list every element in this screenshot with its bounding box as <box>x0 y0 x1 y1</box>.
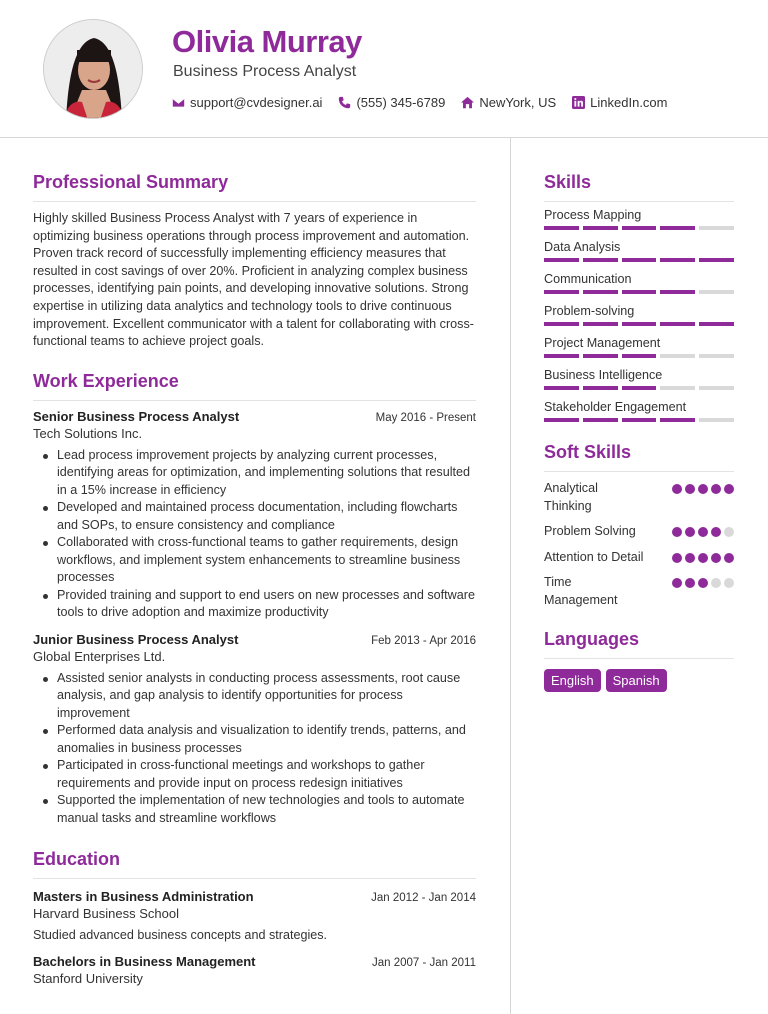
skill-level-segment <box>583 386 618 390</box>
soft-skill-rating <box>672 578 734 588</box>
skill-level-bar <box>544 290 734 294</box>
rating-dot <box>685 527 695 537</box>
skill-level-bar <box>544 322 734 326</box>
soft-skill-name: Time Management <box>544 575 618 607</box>
skill-item <box>544 304 734 326</box>
rating-dot <box>711 578 721 588</box>
skill-item <box>544 400 734 422</box>
skill-level-segment <box>660 258 695 262</box>
job-entry <box>33 632 476 828</box>
education-entry <box>33 954 476 986</box>
column-divider <box>510 138 511 1014</box>
skill-level-segment <box>699 354 734 358</box>
bullet-item: Collaborated with cross-functional teams to gather requirements, design workflows, and implement system enhancements to streamline business processes <box>57 534 476 587</box>
job-title: Senior Business Process Analyst <box>33 408 240 424</box>
rating-dot <box>724 578 734 588</box>
degree-title: Masters in Business Administration <box>33 889 254 905</box>
contact-email[interactable] <box>172 95 322 110</box>
linkedin-icon <box>572 96 585 109</box>
bullet-item: Lead process improvement projects by analyzing current processes, identifying areas for optimization, and implementing solutions that resulted in a 15% increase in efficiency <box>57 447 476 500</box>
candidate-name: Olivia Murray <box>172 24 362 59</box>
contact-location-text: NewYork, US <box>479 95 557 110</box>
rating-dot <box>672 527 682 537</box>
skill-level-segment <box>699 290 734 294</box>
language-tag: English <box>544 669 601 692</box>
candidate-title: Business Process Analyst <box>173 63 357 80</box>
rating-dot <box>698 527 708 537</box>
skill-level-segment <box>544 322 579 326</box>
skill-level-segment <box>544 386 579 390</box>
rating-dot <box>698 578 708 588</box>
rating-dot <box>724 484 734 494</box>
skill-level-segment <box>583 226 618 230</box>
skill-level-segment <box>544 226 579 230</box>
soft-skill-item <box>544 480 734 515</box>
soft-skills-list <box>544 480 734 609</box>
school-name: Harvard Business School <box>33 906 179 922</box>
rating-dot <box>685 553 695 563</box>
skills-heading: Skills <box>544 172 734 202</box>
soft-skill-rating <box>672 484 734 494</box>
skill-level-segment <box>622 322 657 326</box>
rating-dot <box>672 484 682 494</box>
skill-name: Data Analysis <box>544 240 621 254</box>
job-bullets <box>33 447 476 622</box>
soft-skill-item <box>544 523 734 541</box>
job-entry <box>33 409 476 622</box>
contact-linkedin[interactable] <box>572 95 667 110</box>
experience-heading: Work Experience <box>33 371 476 401</box>
rating-dot <box>698 484 708 494</box>
school-name: Stanford University <box>33 970 143 986</box>
skill-level-segment <box>622 258 657 262</box>
side-column <box>544 172 734 692</box>
job-company: Global Enterprises Ltd. <box>33 648 166 664</box>
rating-dot <box>711 484 721 494</box>
bullet-item: Developed and maintained process documentation, including flowcharts and SOPs, to ensure consistency and compliance <box>57 499 476 534</box>
skill-item <box>544 208 734 230</box>
soft-skill-name: Problem Solving <box>544 524 636 538</box>
skill-name: Project Management <box>544 336 661 350</box>
contact-list <box>172 95 668 110</box>
rating-dot <box>698 553 708 563</box>
language-list <box>544 669 734 692</box>
bullet-item: Assisted senior analysts in conducting process assessments, root cause analysis, and gap analysis to identify opportunities for process improvement <box>57 670 476 723</box>
education-date: Jan 2012 - Jan 2014 <box>371 892 476 905</box>
rating-dot <box>724 553 734 563</box>
rating-dot <box>685 484 695 494</box>
skill-item <box>544 368 734 390</box>
skill-level-segment <box>544 290 579 294</box>
job-bullets <box>33 670 476 828</box>
bullet-item: Supported the implementation of new technologies and tools to automate manual tasks and streamline workflows <box>57 792 476 827</box>
rating-dot <box>724 527 734 537</box>
education-heading: Education <box>33 849 476 879</box>
skill-level-segment <box>660 322 695 326</box>
skill-level-segment <box>660 418 695 422</box>
contact-location <box>461 95 556 110</box>
skill-item <box>544 336 734 358</box>
skill-level-segment <box>544 258 579 262</box>
education-section <box>33 849 476 986</box>
skill-name: Communication <box>544 272 632 286</box>
skill-level-segment <box>699 226 734 230</box>
skill-level-segment <box>660 354 695 358</box>
home-icon <box>461 96 474 109</box>
skill-level-segment <box>622 418 657 422</box>
contact-phone[interactable] <box>338 95 445 110</box>
skill-level-bar <box>544 258 734 262</box>
bullet-item: Participated in cross-functional meetings and workshops to gather requirements and provide input on process redesign initiatives <box>57 757 476 792</box>
summary-heading: Professional Summary <box>33 172 476 202</box>
soft-skill-item <box>544 574 734 609</box>
language-tag: Spanish <box>606 669 667 692</box>
resume-header <box>0 0 768 138</box>
main-column <box>33 172 476 992</box>
soft-skills-heading: Soft Skills <box>544 442 734 472</box>
skill-level-segment <box>622 226 657 230</box>
soft-skill-item <box>544 549 734 567</box>
profile-photo <box>43 19 143 119</box>
skill-name: Problem-solving <box>544 304 635 318</box>
rating-dot <box>672 578 682 588</box>
skill-level-segment <box>583 354 618 358</box>
rating-dot <box>672 553 682 563</box>
skill-level-segment <box>544 418 579 422</box>
skill-level-segment <box>699 386 734 390</box>
rating-dot <box>711 553 721 563</box>
skill-name: Business Intelligence <box>544 368 663 382</box>
skill-item <box>544 272 734 294</box>
skill-level-bar <box>544 226 734 230</box>
bullet-item: Performed data analysis and visualization to identify trends, patterns, and anomalies in business processes <box>57 722 476 757</box>
rating-dot <box>685 578 695 588</box>
skill-level-segment <box>699 322 734 326</box>
education-desc: Studied advanced business concepts and strategies. <box>33 928 328 943</box>
phone-icon <box>338 96 351 109</box>
skills-section <box>544 172 734 422</box>
job-date: May 2016 - Present <box>375 411 476 424</box>
job-title: Junior Business Process Analyst <box>33 631 239 647</box>
skill-level-segment <box>660 226 695 230</box>
skill-level-segment <box>660 386 695 390</box>
soft-skill-rating <box>672 527 734 537</box>
education-date: Jan 2007 - Jan 2011 <box>371 956 476 969</box>
contact-linkedin-text: LinkedIn.com <box>590 95 668 110</box>
contact-email-text: support@cvdesigner.ai <box>190 95 323 110</box>
skill-level-bar <box>544 418 734 422</box>
soft-skills-section <box>544 442 734 609</box>
skill-name: Process Mapping <box>544 208 642 222</box>
skill-item <box>544 240 734 262</box>
summary-section <box>33 172 476 351</box>
education-entry <box>33 889 476 945</box>
bullet-item: Provided training and support to end users on new processes and software tools to drive adoption and maximize productivity <box>57 587 476 622</box>
languages-heading: Languages <box>544 629 734 659</box>
skill-name: Stakeholder Engagement <box>544 400 687 414</box>
skill-level-segment <box>699 418 734 422</box>
skill-level-segment <box>622 354 657 358</box>
envelope-icon <box>172 96 185 109</box>
skill-level-segment <box>583 418 618 422</box>
skill-level-segment <box>544 354 579 358</box>
skill-level-bar <box>544 354 734 358</box>
job-company: Tech Solutions Inc. <box>33 425 143 441</box>
soft-skill-rating <box>672 553 734 563</box>
degree-title: Bachelors in Business Management <box>33 953 256 969</box>
skill-level-segment <box>699 258 734 262</box>
skill-level-segment <box>583 290 618 294</box>
summary-text: Highly skilled Business Process Analyst with 7 years of experience in optimizing business operations through process improvement and automation. Proven track record of successfully implementing efficiency measures that resulted in cost savings of over 20%. Proficient in analyzing complex business processes, identifying pain points, and developing innovative solutions. Strong expertise in utilizing data analytics and technology tools to drive continuous improvement. Excellent communicator with a talent for collaborating with cross-functional teams to achieve project goals. <box>33 211 474 349</box>
soft-skill-name: Attention to Detail <box>544 549 644 564</box>
contact-phone-text: (555) 345-6789 <box>356 95 446 110</box>
rating-dot <box>711 527 721 537</box>
skill-level-segment <box>583 258 618 262</box>
experience-section <box>33 371 476 828</box>
skill-level-bar <box>544 386 734 390</box>
skill-level-segment <box>622 290 657 294</box>
skill-level-segment <box>622 386 657 390</box>
job-date: Feb 2013 - Apr 2016 <box>371 634 476 647</box>
soft-skill-name: Analytical Thinking <box>544 481 598 513</box>
languages-section <box>544 629 734 692</box>
skill-level-segment <box>660 290 695 294</box>
skills-list <box>544 208 734 422</box>
skill-level-segment <box>583 322 618 326</box>
